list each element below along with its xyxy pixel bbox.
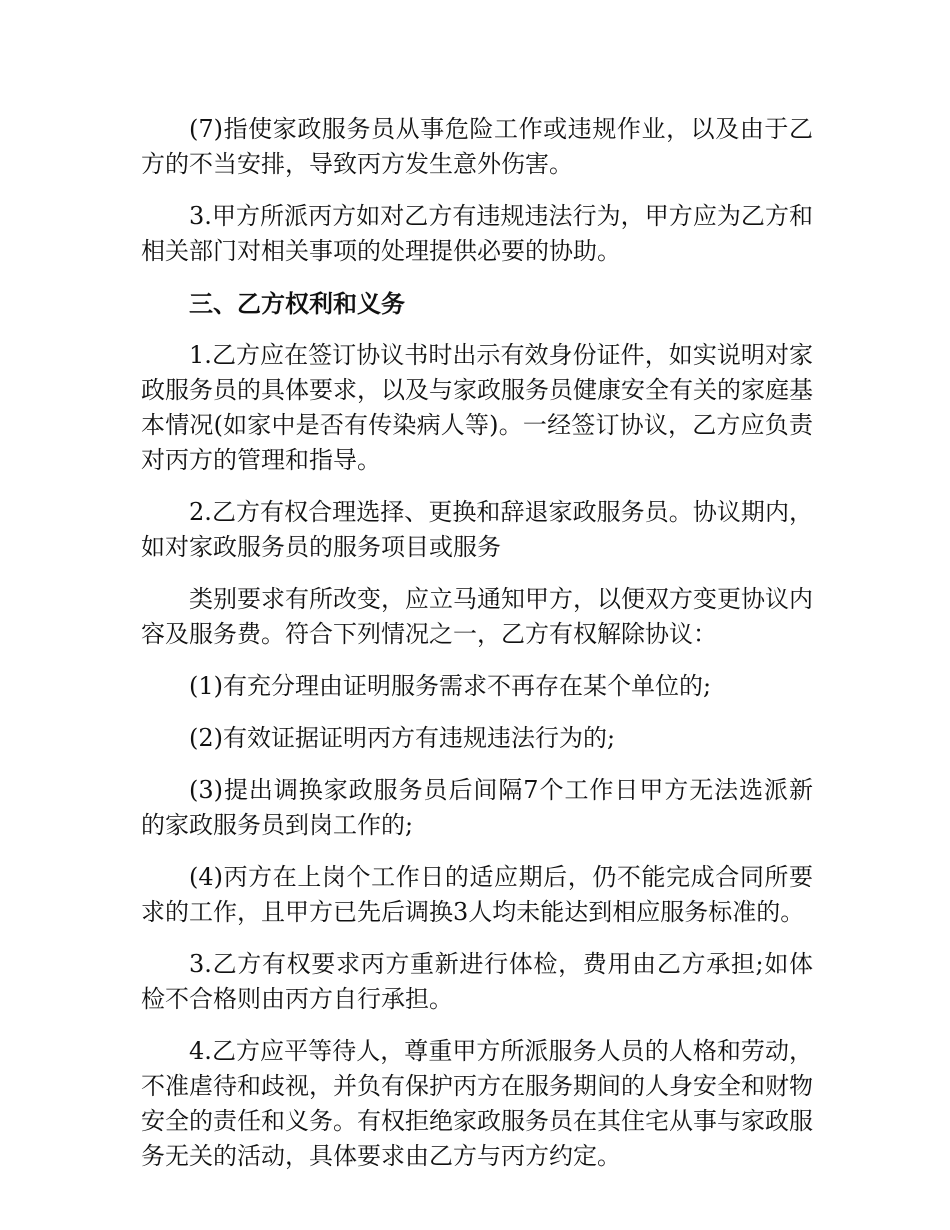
paragraph-b-clause-1-identity: 1.乙方应在签订协议书时出示有效身份证件，如实说明对家政服务员的具体要求，以及与家政服务员健康安全有关的家庭基本情况(如家中是否有传染病人等)。一经签订协议，乙方应负责对丙方的管理和指导。 — [141, 341, 813, 474]
paragraph-condition-2: (2)有效证据证明丙方有违规违法行为的; — [189, 724, 616, 752]
paragraph-condition-1: (1)有充分理由证明服务需求不再存在某个单位的; — [189, 672, 712, 700]
paragraph-clause-3-assistance: 3.甲方所派丙方如对乙方有违规违法行为，甲方应为乙方和相关部门对相关事项的处理提供必要的协助。 — [141, 202, 813, 265]
paragraph-b-clause-4-respect: 4.乙方应平等待人，尊重甲方所派服务人员的人格和劳动，不准虐待和歧视，并负有保护丙方在服务期间的人身安全和财物安全的责任和义务。有权拒绝家政服务员在其住宅从事与家政服务无关的活动，具体要求由乙方与丙方约定。 — [141, 1037, 813, 1170]
section-heading-party-b-rights: 三、乙方权利和义务 — [189, 289, 405, 318]
document-body — [141, 112, 813, 1191]
paragraph-condition-3: (3)提出调换家政服务员后间隔7个工作日甲方无法选派新的家政服务员到岗工作的; — [141, 776, 813, 839]
paragraph-b-clause-3-health-check: 3.乙方有权要求丙方重新进行体检，费用由乙方承担;如体检不合格则由丙方自行承担。 — [141, 950, 813, 1013]
paragraph-b-clause-2-continued: 类别要求有所改变，应立马通知甲方，以便双方变更协议内容及服务费。符合下列情况之一，乙方有权解除协议： — [141, 585, 813, 648]
paragraph-clause-7-dangerous-work: (7)指使家政服务员从事危险工作或违规作业，以及由于乙方的不当安排，导致丙方发生意外伤害。 — [141, 115, 813, 178]
paragraph-b-clause-2-selection: 2.乙方有权合理选择、更换和辞退家政服务员。协议期内，如对家政服务员的服务项目或服务 — [141, 498, 813, 561]
paragraph-condition-4: (4)丙方在上岗个工作日的适应期后，仍不能完成合同所要求的工作，且甲方已先后调换3人均未能达到相应服务标准的。 — [141, 863, 813, 926]
